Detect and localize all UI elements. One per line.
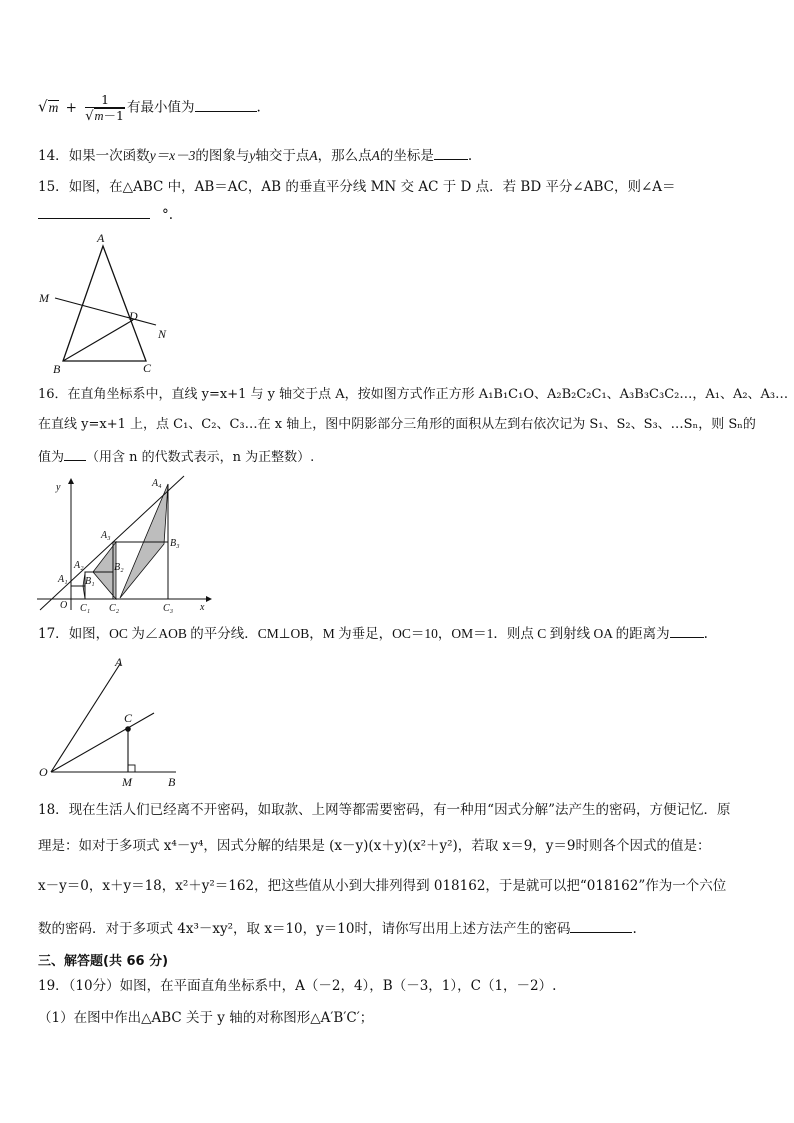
q19-text: 19．（10分）如图，在平面直角坐标系中，A（－2，4），B（－3，1），C（1，－2）. — [38, 978, 557, 994]
q18-text: 理是：如对于多项式 x⁴－y⁴，因式分解的结果是 (x－y)(x＋y)(x²＋y²)，若取 x＝9，y＝9时则各个因式的值是： — [38, 838, 711, 854]
label-m: M — [122, 775, 132, 788]
line-bd — [63, 320, 133, 361]
q16-text: 在直角坐标系中，直线 y=x+1 与 y 轴交于点 A，按如图方式作正方形 A₁B₁C₁O、A₂B₂C₂C₁、A₃B₃C₃C₂…，A₁、A₂、A₃… — [67, 387, 789, 402]
label-n: N — [158, 327, 167, 341]
label-o: O — [60, 600, 68, 611]
shaded-triangle-s3 — [120, 484, 168, 598]
label-b3: B₃ — [170, 538, 180, 549]
q16-number: 16． — [38, 387, 68, 402]
q17-line — [38, 623, 756, 644]
q13-end: . — [256, 99, 261, 116]
label-b: B — [53, 362, 61, 376]
label-o: O — [39, 765, 48, 779]
q17-end: . — [703, 626, 708, 642]
q13-formula: √m + $\frac{1}{√m-1}$ — [38, 92, 124, 124]
q16-text: 值为 — [38, 450, 65, 465]
q17-figure — [36, 650, 196, 788]
q15-number: 15． — [38, 179, 69, 195]
q18-text: 数的密码．对于多项式 4x³－xy²，取 x＝10，y＝10时，请你写出用上述方法产生的密码 — [38, 921, 571, 937]
q16-line-3 — [38, 446, 756, 468]
q17-text: 如图，OC 为∠AOB 的平分线．CM⊥OB，M 为垂足，OC＝10，OM＝1．则点 C 到射线 OA 的距离为 — [68, 626, 670, 641]
q19-text: （1）在图中作出△ABC 关于 y 轴的对称图形△A′B′C′； — [38, 1010, 374, 1026]
q13-text: 有最小值为 — [127, 99, 195, 116]
q16-line-2 — [38, 415, 756, 435]
label-b: B — [168, 775, 176, 788]
y-axis-arrow — [68, 478, 74, 484]
q14-point: A — [371, 148, 380, 163]
line-mn — [55, 298, 156, 325]
q14-text: 的图象与 — [195, 148, 250, 164]
q18-end: . — [632, 921, 637, 937]
q16-figure — [34, 472, 214, 614]
label-a4: A₄ — [152, 478, 162, 489]
label-a: A — [115, 655, 123, 669]
q14-number: 14． — [38, 148, 69, 164]
label-c3: C₃ — [163, 603, 174, 614]
label-a2: A₂ — [74, 560, 84, 571]
q18-text: x－y＝0，x＋y＝18，x²＋y²＝162，把这些值从小到大排列得到 018162，于是就可以把“018162”作为一个六位 — [38, 878, 727, 894]
label-y: y — [56, 482, 61, 493]
label-c1: C₁ — [80, 603, 91, 614]
right-angle-mark — [128, 765, 135, 772]
answer-blank[interactable] — [195, 97, 257, 112]
q18-text: 现在生活人们已经离不开密码，如取款、上网等都需要密码，有一种用“因式分解”法产生的密码，方便记忆．原 — [68, 802, 731, 818]
q14-point: A — [309, 148, 318, 163]
q19-line-1 — [38, 976, 756, 996]
q18-line-4 — [38, 918, 756, 939]
q14-var: y — [249, 148, 256, 163]
ray-oc — [51, 713, 154, 772]
q14-text: 如果一次函数 — [68, 148, 150, 164]
label-a: A — [97, 231, 105, 245]
answer-blank[interactable] — [570, 918, 632, 933]
q15-figure — [34, 230, 174, 378]
answer-blank[interactable] — [434, 145, 468, 160]
ray-oa — [51, 664, 120, 772]
q14-line — [38, 145, 756, 166]
q17-number: 17． — [38, 626, 69, 642]
label-a3: A₃ — [101, 530, 111, 541]
x-axis-arrow — [206, 596, 212, 602]
q14-end: . — [467, 148, 473, 164]
q18-number: 18． — [38, 802, 69, 818]
label-c: C — [143, 361, 152, 375]
q15-end: °. — [162, 207, 174, 223]
answer-blank[interactable] — [38, 204, 150, 219]
label-x: x — [200, 602, 205, 613]
answer-blank[interactable] — [64, 446, 86, 461]
q16-line-1 — [38, 385, 789, 405]
q18-line-2 — [38, 836, 756, 856]
answer-blank[interactable] — [670, 623, 704, 638]
q18-line-1 — [38, 800, 756, 820]
q18-line-3 — [38, 876, 756, 896]
q13-line — [38, 92, 756, 122]
label-c: C — [124, 711, 133, 725]
label-d: D — [129, 309, 138, 323]
q19-line-2 — [38, 1008, 756, 1028]
q14-function: y＝x－3 — [149, 148, 196, 163]
q15-line-2 — [38, 204, 756, 225]
q16-text: （用含 n 的代数式表示，n 为正整数）. — [86, 450, 315, 465]
label-b2: B₂ — [114, 562, 124, 573]
label-m: M — [39, 291, 49, 305]
q15-text: 如图，在△ABC 中，AB＝AC，AB 的垂直平分线 MN 交 AC 于 D 点．若 BD 平分∠ABC，则∠A＝ — [68, 179, 676, 195]
q16-text: 在直线 y=x+1 上，点 C₁、C₂、C₃…在 x 轴上，图中阴影部分三角形的面积从左到右依次记为 S₁、S₂、S₃、…Sₙ，则 Sₙ的 — [38, 417, 756, 432]
q15-line-1 — [38, 177, 756, 197]
label-a1: A₁ — [58, 574, 68, 585]
label-c2: C₂ — [109, 603, 120, 614]
q14-text: 的坐标是 — [379, 148, 434, 164]
point-c — [125, 726, 131, 732]
label-b1: B₁ — [85, 576, 95, 587]
section-title: 三、解答题(共 66 分) — [38, 954, 169, 969]
q14-text: ，那么点 — [317, 148, 372, 164]
q14-text: 轴交于点 — [255, 148, 310, 164]
